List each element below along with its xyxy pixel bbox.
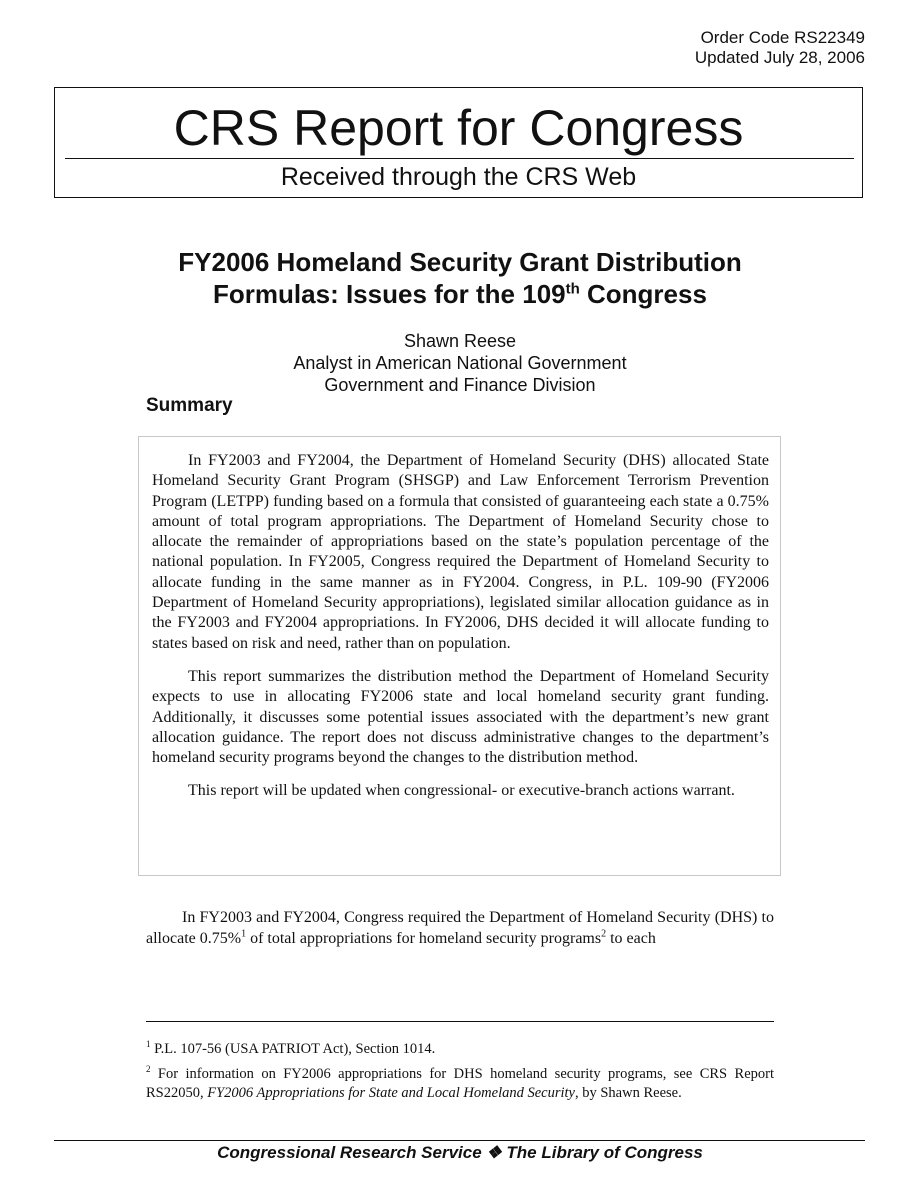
footnote-number: 2 xyxy=(146,1064,151,1075)
title-text-end: Congress xyxy=(579,279,707,309)
footer-loc: The Library of Congress xyxy=(506,1143,703,1162)
footnote-ref-2[interactable]: 2 xyxy=(601,928,607,940)
summary-heading: Summary xyxy=(146,395,233,416)
order-code-block xyxy=(695,28,865,68)
summary-paragraph: In FY2003 and FY2004, the Department of Homeland Security (DHS) allocated State Homeland Security Grant Program (SHSGP) and Law Enforcement Terrorism Prevention Program (LETPP) funding based on a formula that consisted of guaranteeing each state a 0.75% amount of total program appropriations. The Department of Homeland Security chose to allocate the remainder of appropriations based on the state’s population percentage of the national population. In FY2005, Congress required the Department of Homeland Security to allocate funding in the same manner as in FY2004. Congress, in P.L. 109-90 (FY2006 Department of Homeland Security appropriations), legislated similar allocation guidance as in the FY2003 and FY2004 appropriations. In FY2006, DHS decided it will allocate funding to states based on risk and need, rather than on population. xyxy=(152,452,769,652)
banner-divider xyxy=(65,158,854,159)
summary-paragraph: This report summarizes the distribution method the Department of Homeland Security expects to use in allocating FY2006 state and local homeland security grant funding. Additionally, it discusses some potential issues associated with the department’s new grant allocation guidance. The report does not discuss administrative changes to the department’s homeland security programs beyond the changes to the distribution method. xyxy=(152,667,769,767)
summary-paragraph: This report will be updated when congressional- or executive-branch actions warrant. xyxy=(188,782,735,800)
footnote-text: P.L. 107-56 (USA PATRIOT Act), Section 1014. xyxy=(150,1041,436,1057)
body-paragraph xyxy=(146,907,774,949)
updated-date: Updated July 28, 2006 xyxy=(694,48,865,67)
body-text xyxy=(146,907,774,949)
page-footer-divider xyxy=(54,1140,865,1141)
footnotes xyxy=(146,1040,774,1109)
author-title: Analyst in American National Government xyxy=(293,353,627,373)
author-name: Shawn Reese xyxy=(403,331,517,351)
footnote-text: For information on FY2006 appropriations for DHS homeland security programs, see CRS Report RS22050, xyxy=(146,1066,774,1101)
crs-banner xyxy=(54,87,863,198)
footnote-report-title: FY2006 Appropriations for State and Local Homeland Security xyxy=(207,1085,575,1101)
footnote-ref-1[interactable]: 1 xyxy=(241,928,247,940)
footnote-text: , by Shawn Reese. xyxy=(574,1085,682,1101)
report-title-line1: FY2006 Homeland Security Grant Distribution xyxy=(178,247,742,277)
page-footer xyxy=(0,1142,920,1164)
footer-crs: Congressional Research Service xyxy=(217,1143,482,1162)
title-superscript: th xyxy=(565,280,580,298)
report-title-line2 xyxy=(60,278,860,310)
footnote-divider xyxy=(146,1021,774,1022)
author-division: Government and Finance Division xyxy=(324,375,596,395)
report-title xyxy=(60,246,860,310)
footnote-2 xyxy=(146,1065,774,1103)
title-text: Formulas: Issues for the 109 xyxy=(213,279,566,309)
author-block xyxy=(0,330,920,396)
footnote-1 xyxy=(146,1040,774,1059)
footnote-number: 1 xyxy=(146,1039,151,1050)
banner-subtitle: Received through the CRS Web xyxy=(280,163,637,191)
body-text-segment: In FY2003 and FY2004, Congress required the Department of Homeland Security (DHS) to allocate 0.75% xyxy=(146,909,774,947)
banner-title: CRS Report for Congress xyxy=(173,100,744,156)
body-text-segment: to each xyxy=(606,930,656,947)
summary-body xyxy=(152,451,769,815)
order-code: Order Code RS22349 xyxy=(700,28,865,47)
footer-separator-icon: ❖ xyxy=(486,1143,502,1162)
body-text-segment: of total appropriations for homeland security programs xyxy=(246,930,602,947)
